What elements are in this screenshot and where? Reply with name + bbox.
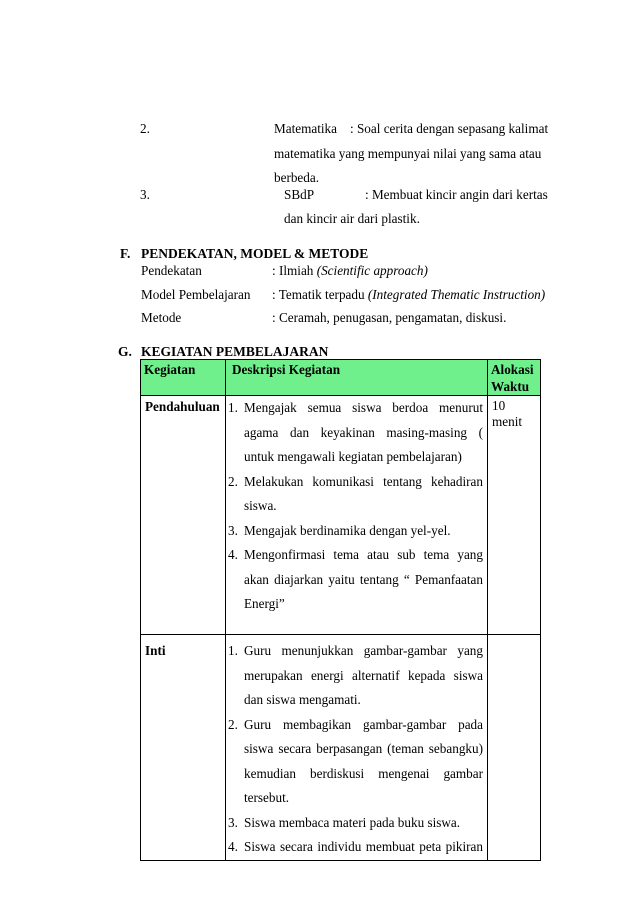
kegiatan-cell: Pendahuluan [141,396,226,635]
objective-desc: berbeda. [274,170,320,185]
table-row [141,396,541,635]
pendekatan-value: : Ilmiah (Scientific approach) [272,263,428,278]
list-item: 2. Guru membagikan gambar-gambar pada siswa secara berpasangan (teman sebangku) kemudian berdiskusi mengenai gambar tersebut. [228,716,483,805]
alokasi-unit: menit [492,414,523,429]
list-item: 4. Siswa secara individu membuat peta pikiran [228,839,483,854]
objective-desc: matematika yang mempunyai nilai yang sama atau [274,146,542,161]
kegiatan-cell: Inti [141,635,226,861]
alokasi-cell [488,396,541,635]
objective-desc: : Membuat kincir angin dari kertas [365,187,548,202]
list-item: 4. Mengonfirmasi tema atau sub tema yang akan diajarkan yaitu tentang “ Pemanfaatan Energi” [228,547,483,611]
metode-value: : Ceramah, penugasan, pengamatan, diskusi. [272,310,507,325]
deskripsi-cell [226,635,488,861]
objective-desc: dan kincir air dari plastik. [284,211,420,226]
model-label: Model Pembelajaran [141,287,251,302]
header-deskripsi: Deskripsi Kegiatan [226,360,488,396]
section-g-letter: G. [118,344,132,359]
section-g-title: KEGIATAN PEMBELAJARAN [141,344,329,359]
list-item: 1. Mengajak semua siswa berdoa menurut agama dan keyakinan masing-masing ( untuk mengawali kegiatan pembelajaran) [228,400,483,464]
objective-number: 2. [140,121,150,136]
objective-number: 3. [140,187,150,202]
header-alokasi: Alokasi Waktu [488,360,541,396]
deskripsi-cell [226,396,488,635]
model-value: : Tematik terpadu (Integrated Thematic Instruction) [272,287,546,302]
kegiatan-table [140,359,541,861]
section-f-title: PENDEKATAN, MODEL & METODE [141,246,369,261]
section-f-letter: F. [120,246,131,261]
alokasi-number: 10 [492,398,506,413]
metode-label: Metode [141,310,182,325]
table-row [141,635,541,861]
list-item: 1. Guru menunjukkan gambar-gambar yang merupakan energi alternatif kepada siswa dan siswa mengamati. [228,643,483,707]
pendekatan-label: Pendekatan [141,263,202,278]
objective-subject: SBdP [284,187,315,202]
list-item: 3. Siswa membaca materi pada buku siswa. [228,814,461,830]
objective-subject: Matematika [274,121,337,136]
table-header-row [141,360,541,396]
header-kegiatan: Kegiatan [141,360,226,396]
list-item: 3. Mengajak berdinamika dengan yel-yel. [228,522,451,538]
list-item: 2. Melakukan komunikasi tentang kehadiran siswa. [228,473,483,513]
objective-desc: : Soal cerita dengan sepasang kalimat [350,121,549,136]
alokasi-cell [488,635,541,861]
